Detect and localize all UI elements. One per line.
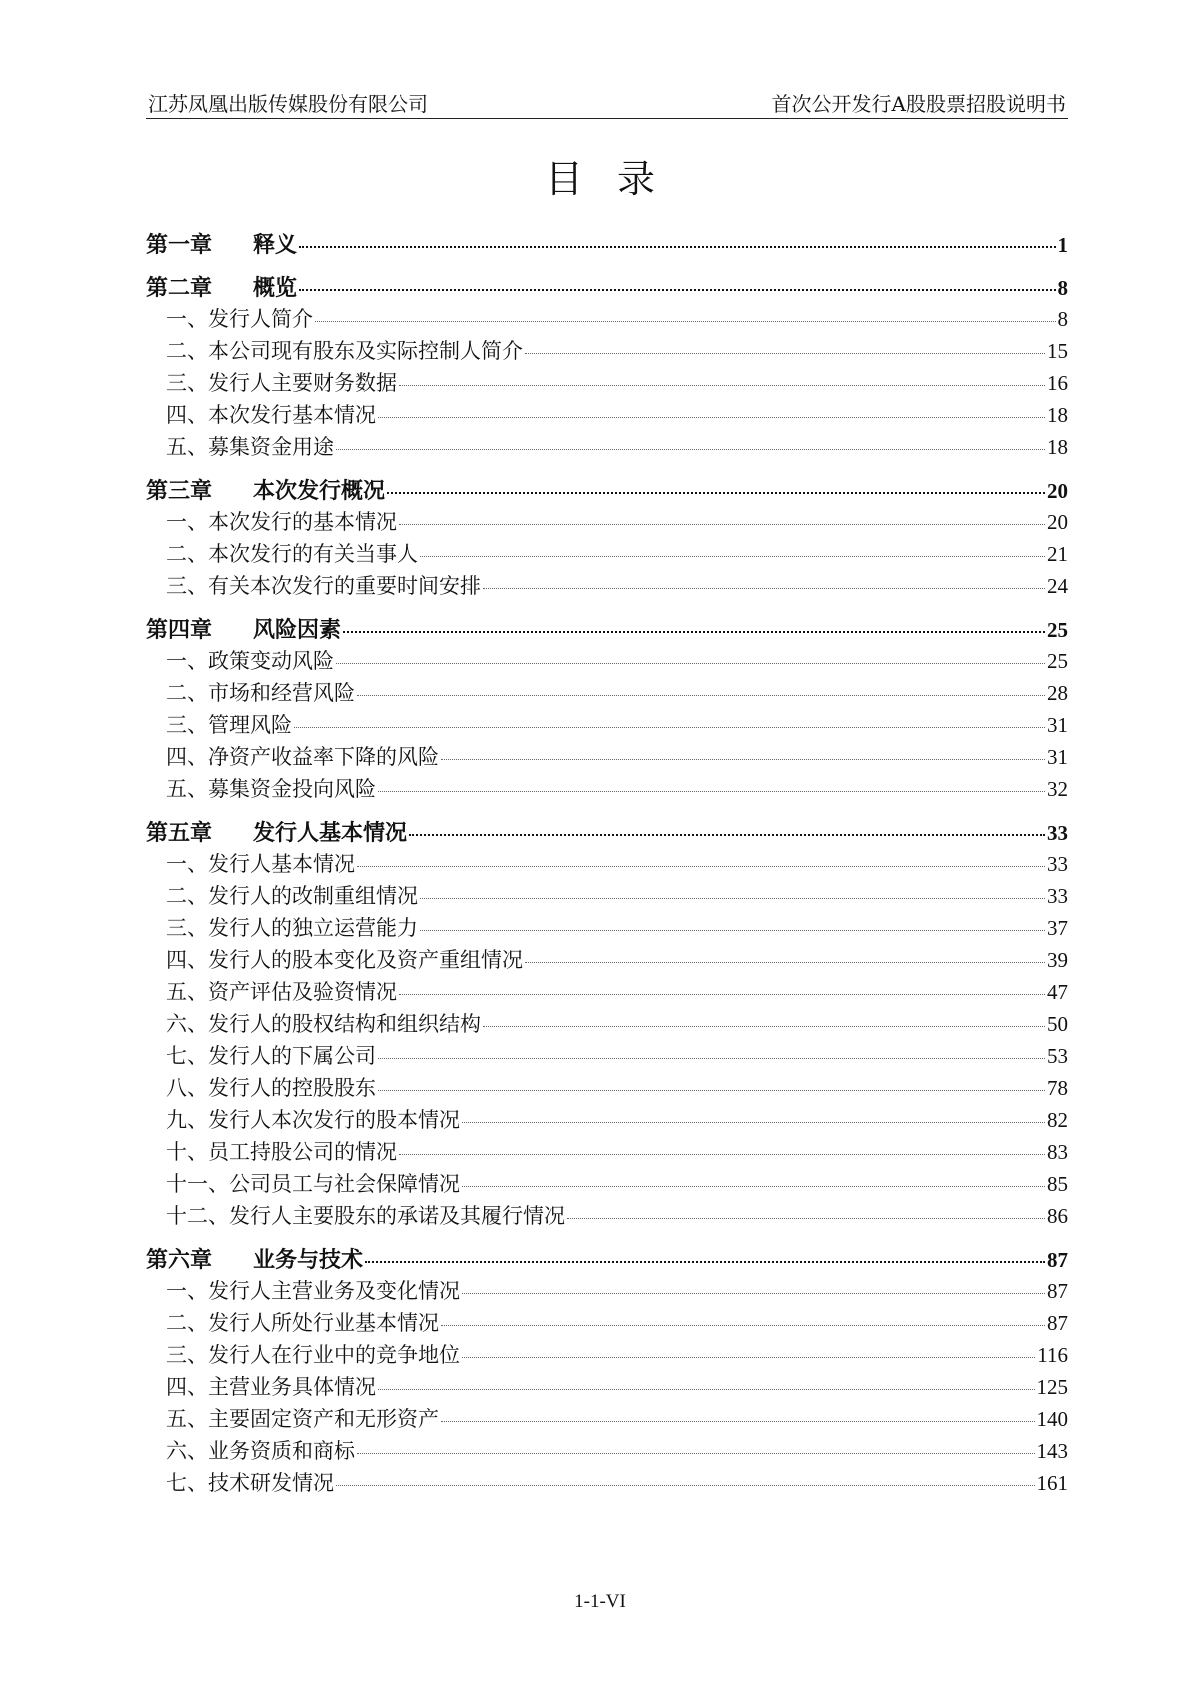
toc-entry-title: 三、发行人主要财务数据 [166, 371, 397, 395]
toc-entry-title: 发行人基本情况 [253, 821, 408, 846]
toc-section-entry[interactable] [146, 773, 1068, 805]
toc-entry-title: 一、本次发行的基本情况 [166, 510, 397, 534]
toc-entry-label [146, 613, 341, 644]
dot-leader [399, 384, 1045, 386]
toc-section-entry[interactable] [146, 1008, 1068, 1040]
toc-entry-title: 一、发行人简介 [166, 307, 313, 331]
dot-leader [357, 865, 1045, 867]
dot-leader [378, 1057, 1045, 1059]
toc-entry-title: 二、发行人的改制重组情况 [166, 884, 418, 908]
page-header [146, 84, 1068, 119]
toc-page-number: 28 [1047, 681, 1068, 705]
dot-leader [315, 320, 1056, 322]
header-document-title: 首次公开发行A股股票招股说明书 [771, 92, 1066, 116]
dot-leader [483, 587, 1045, 589]
toc-page-number: 33 [1047, 884, 1068, 908]
toc-entry-title: 三、有关本次发行的重要时间安排 [166, 574, 481, 598]
toc-section-entry[interactable] [146, 912, 1068, 944]
dot-leader [378, 790, 1045, 792]
toc-section-entry[interactable] [146, 1467, 1068, 1499]
toc-entry-label [166, 1104, 460, 1134]
toc-entry-title: 五、募集资金用途 [166, 435, 334, 459]
toc-section-entry[interactable] [146, 1403, 1068, 1435]
toc-entry-title: 八、发行人的控股股东 [166, 1076, 376, 1100]
toc-page-number: 31 [1047, 713, 1068, 737]
toc-section-entry[interactable] [146, 645, 1068, 677]
toc-section-entry[interactable] [146, 570, 1068, 602]
toc-entry-title: 九、发行人本次发行的股本情况 [166, 1108, 460, 1132]
toc-entry-label [166, 1275, 460, 1305]
toc-chapter-entry[interactable] [146, 1243, 1068, 1275]
toc-page-number: 33 [1047, 821, 1068, 845]
page-title: 目录 [544, 157, 689, 201]
toc-entry-label [166, 677, 355, 707]
toc-section-entry[interactable] [146, 677, 1068, 709]
dot-leader [336, 1484, 1035, 1486]
dot-leader [462, 1356, 1035, 1358]
dot-leader [420, 555, 1045, 557]
toc-page-number: 15 [1047, 339, 1068, 363]
toc-entry-title: 三、发行人的独立运营能力 [166, 916, 418, 940]
toc-entry-label [166, 1008, 481, 1038]
toc-entry-title: 四、净资产收益率下降的风险 [166, 745, 439, 769]
toc-page-number: 39 [1047, 948, 1068, 972]
toc-entry-label [166, 1403, 439, 1433]
toc-page-number: 78 [1047, 1076, 1068, 1100]
toc-entry-label [166, 431, 334, 461]
toc-page-number: 8 [1057, 307, 1068, 331]
dot-leader [399, 523, 1045, 525]
toc-entry-title: 一、发行人主营业务及变化情况 [166, 1279, 460, 1303]
dot-leader [399, 1153, 1045, 1155]
toc-entry-label [166, 399, 376, 429]
toc-page-number: 25 [1047, 618, 1068, 642]
dot-leader [399, 993, 1045, 995]
toc-section-entry[interactable] [146, 944, 1068, 976]
dot-leader [299, 288, 1055, 291]
toc-section-entry[interactable] [146, 538, 1068, 570]
toc-section-entry[interactable] [146, 1072, 1068, 1104]
toc-entry-label [166, 303, 313, 333]
toc-entry-label [166, 709, 292, 739]
dot-leader [365, 1260, 1045, 1263]
toc-section-entry[interactable] [146, 1275, 1068, 1307]
toc-section-entry[interactable] [146, 1339, 1068, 1371]
dot-leader [409, 833, 1045, 836]
toc-chapter-entry[interactable] [146, 474, 1068, 506]
dot-leader [462, 1185, 1045, 1187]
toc-page-number: 116 [1037, 1343, 1068, 1367]
toc-page-number: 87 [1047, 1279, 1068, 1303]
toc-entry-title: 十一、公司员工与社会保障情况 [166, 1172, 460, 1196]
header-company-name: 江苏凤凰出版传媒股份有限公司 [148, 92, 428, 116]
toc-entry-title: 四、发行人的股本变化及资产重组情况 [166, 948, 523, 972]
toc-chapter-number: 第六章 [146, 1248, 213, 1273]
toc-page-number: 32 [1047, 777, 1068, 801]
toc-section-entry[interactable] [146, 1168, 1068, 1200]
toc-entry-label [166, 1467, 334, 1497]
toc-entry-title: 二、市场和经营风险 [166, 681, 355, 705]
toc-entry-label [166, 773, 376, 803]
dot-leader [357, 694, 1045, 696]
toc-entry-label [166, 1307, 439, 1337]
toc-entry-title: 风险因素 [253, 618, 342, 643]
toc-page-number: 140 [1036, 1407, 1068, 1431]
dot-leader [336, 448, 1045, 450]
toc-page-number: 20 [1047, 479, 1068, 503]
toc-entry-title: 三、管理风险 [166, 713, 292, 737]
toc-entry-title: 十、员工持股公司的情况 [166, 1140, 397, 1164]
dot-leader [441, 1420, 1035, 1422]
toc-section-entry[interactable] [146, 1371, 1068, 1403]
toc-page-number: 143 [1036, 1439, 1068, 1463]
toc-entry-title: 七、发行人的下属公司 [166, 1044, 376, 1068]
toc-entry-title: 释义 [253, 233, 298, 258]
toc-entry-label [166, 1040, 376, 1070]
table-of-contents [146, 228, 1068, 1499]
toc-section-entry[interactable] [146, 1104, 1068, 1136]
toc-page-number: 21 [1047, 542, 1068, 566]
dot-leader [357, 1452, 1035, 1454]
toc-section-entry[interactable] [146, 1200, 1068, 1232]
toc-entry-label [166, 880, 418, 910]
toc-section-entry[interactable] [146, 976, 1068, 1008]
toc-chapter-entry[interactable] [146, 228, 1068, 260]
toc-entry-label [166, 1371, 376, 1401]
toc-entry-title: 四、主营业务具体情况 [166, 1375, 376, 1399]
toc-chapter-entry[interactable] [146, 271, 1068, 303]
toc-section-entry[interactable] [146, 1040, 1068, 1072]
toc-entry-label [166, 1339, 460, 1369]
toc-entry-label [166, 1435, 355, 1465]
dot-leader [525, 961, 1045, 963]
toc-page-number: 83 [1047, 1140, 1068, 1164]
toc-entry-label [166, 741, 439, 771]
toc-entry-label [166, 367, 397, 397]
toc-chapter-number: 第三章 [146, 479, 213, 504]
toc-entry-label [166, 912, 418, 942]
toc-entry-label [146, 271, 297, 302]
toc-page-number: 86 [1047, 1204, 1068, 1228]
toc-entry-label [166, 976, 397, 1006]
toc-page-number: 16 [1047, 371, 1068, 395]
toc-chapter-number: 第一章 [146, 233, 213, 258]
dot-leader [567, 1217, 1045, 1219]
dot-leader [420, 897, 1045, 899]
toc-entry-label [166, 1072, 376, 1102]
toc-page-number: 25 [1047, 649, 1068, 673]
dot-leader [441, 1324, 1045, 1326]
toc-chapter-number: 第二章 [146, 276, 213, 301]
toc-entry-title: 二、发行人所处行业基本情况 [166, 1311, 439, 1335]
dot-leader [343, 630, 1045, 633]
toc-entry-label [166, 538, 418, 568]
toc-page-number: 47 [1047, 980, 1068, 1004]
toc-section-entry[interactable] [146, 399, 1068, 431]
toc-entry-label [166, 1136, 397, 1166]
toc-entry-label [166, 848, 355, 878]
dot-leader [336, 662, 1045, 664]
toc-chapter-entry[interactable] [146, 613, 1068, 645]
toc-page-number: 20 [1047, 510, 1068, 534]
toc-page-number: 85 [1047, 1172, 1068, 1196]
toc-page-number: 87 [1047, 1311, 1068, 1335]
toc-page-number: 8 [1057, 276, 1068, 300]
toc-chapter-number: 第五章 [146, 821, 213, 846]
toc-entry-label [166, 1168, 460, 1198]
toc-page-number: 1 [1057, 233, 1068, 257]
toc-entry-title: 二、本次发行的有关当事人 [166, 542, 418, 566]
dot-leader [462, 1292, 1045, 1294]
toc-entry-title: 五、募集资金投向风险 [166, 777, 376, 801]
toc-entry-title: 六、业务资质和商标 [166, 1439, 355, 1463]
toc-page-number: 125 [1036, 1375, 1068, 1399]
dot-leader [294, 726, 1045, 728]
toc-page-number: 53 [1047, 1044, 1068, 1068]
toc-entry-label [146, 816, 407, 847]
toc-section-entry[interactable] [146, 367, 1068, 399]
toc-entry-title: 四、本次发行基本情况 [166, 403, 376, 427]
dot-leader [483, 1025, 1045, 1027]
toc-entry-title: 五、主要固定资产和无形资产 [166, 1407, 439, 1431]
toc-entry-title: 概览 [253, 276, 298, 301]
toc-entry-title: 十二、发行人主要股东的承诺及其履行情况 [166, 1204, 565, 1228]
toc-entry-label [146, 228, 297, 259]
toc-section-entry[interactable] [146, 848, 1068, 880]
dot-leader [378, 1089, 1045, 1091]
toc-page-number: 31 [1047, 745, 1068, 769]
toc-entry-title: 六、发行人的股权结构和组织结构 [166, 1012, 481, 1036]
toc-entry-label [146, 1243, 363, 1274]
toc-page-number: 18 [1047, 403, 1068, 427]
toc-section-entry[interactable] [146, 1136, 1068, 1168]
toc-page-number: 87 [1047, 1248, 1068, 1272]
dot-leader [387, 491, 1045, 494]
toc-chapter-number: 第四章 [146, 618, 213, 643]
toc-entry-title: 本次发行概况 [253, 479, 386, 504]
toc-page-number: 161 [1036, 1471, 1068, 1495]
dot-leader [299, 245, 1055, 248]
dot-leader [378, 416, 1045, 418]
dot-leader [525, 352, 1045, 354]
toc-page-number: 50 [1047, 1012, 1068, 1036]
toc-section-entry[interactable] [146, 1307, 1068, 1339]
toc-entry-title: 五、资产评估及验资情况 [166, 980, 397, 1004]
toc-page-number: 37 [1047, 916, 1068, 940]
toc-section-entry[interactable] [146, 709, 1068, 741]
toc-page-number: 82 [1047, 1108, 1068, 1132]
toc-chapter-entry[interactable] [146, 816, 1068, 848]
toc-section-entry[interactable] [146, 880, 1068, 912]
page-number: 1-1-VI [574, 1591, 626, 1612]
toc-entry-title: 一、政策变动风险 [166, 649, 334, 673]
dot-leader [441, 758, 1045, 760]
toc-page-number: 24 [1047, 574, 1068, 598]
toc-entry-title: 二、本公司现有股东及实际控制人简介 [166, 339, 523, 363]
toc-entry-title: 业务与技术 [253, 1248, 364, 1273]
dot-leader [462, 1121, 1045, 1123]
toc-entry-title: 七、技术研发情况 [166, 1471, 334, 1495]
toc-page-number: 18 [1047, 435, 1068, 459]
toc-entry-title: 三、发行人在行业中的竞争地位 [166, 1343, 460, 1367]
toc-section-entry[interactable] [146, 741, 1068, 773]
toc-section-entry[interactable] [146, 335, 1068, 367]
toc-entry-label [146, 474, 385, 505]
toc-entry-label [166, 645, 334, 675]
toc-entry-label [166, 506, 397, 536]
toc-page-number: 33 [1047, 852, 1068, 876]
toc-entry-title: 一、发行人基本情况 [166, 852, 355, 876]
dot-leader [378, 1388, 1035, 1390]
toc-entry-label [166, 1200, 565, 1230]
toc-section-entry[interactable] [146, 431, 1068, 463]
toc-section-entry[interactable] [146, 1435, 1068, 1467]
toc-entry-label [166, 570, 481, 600]
toc-section-entry[interactable] [146, 506, 1068, 538]
toc-entry-label [166, 944, 523, 974]
toc-entry-label [166, 335, 523, 365]
dot-leader [420, 929, 1045, 931]
toc-section-entry[interactable] [146, 303, 1068, 335]
